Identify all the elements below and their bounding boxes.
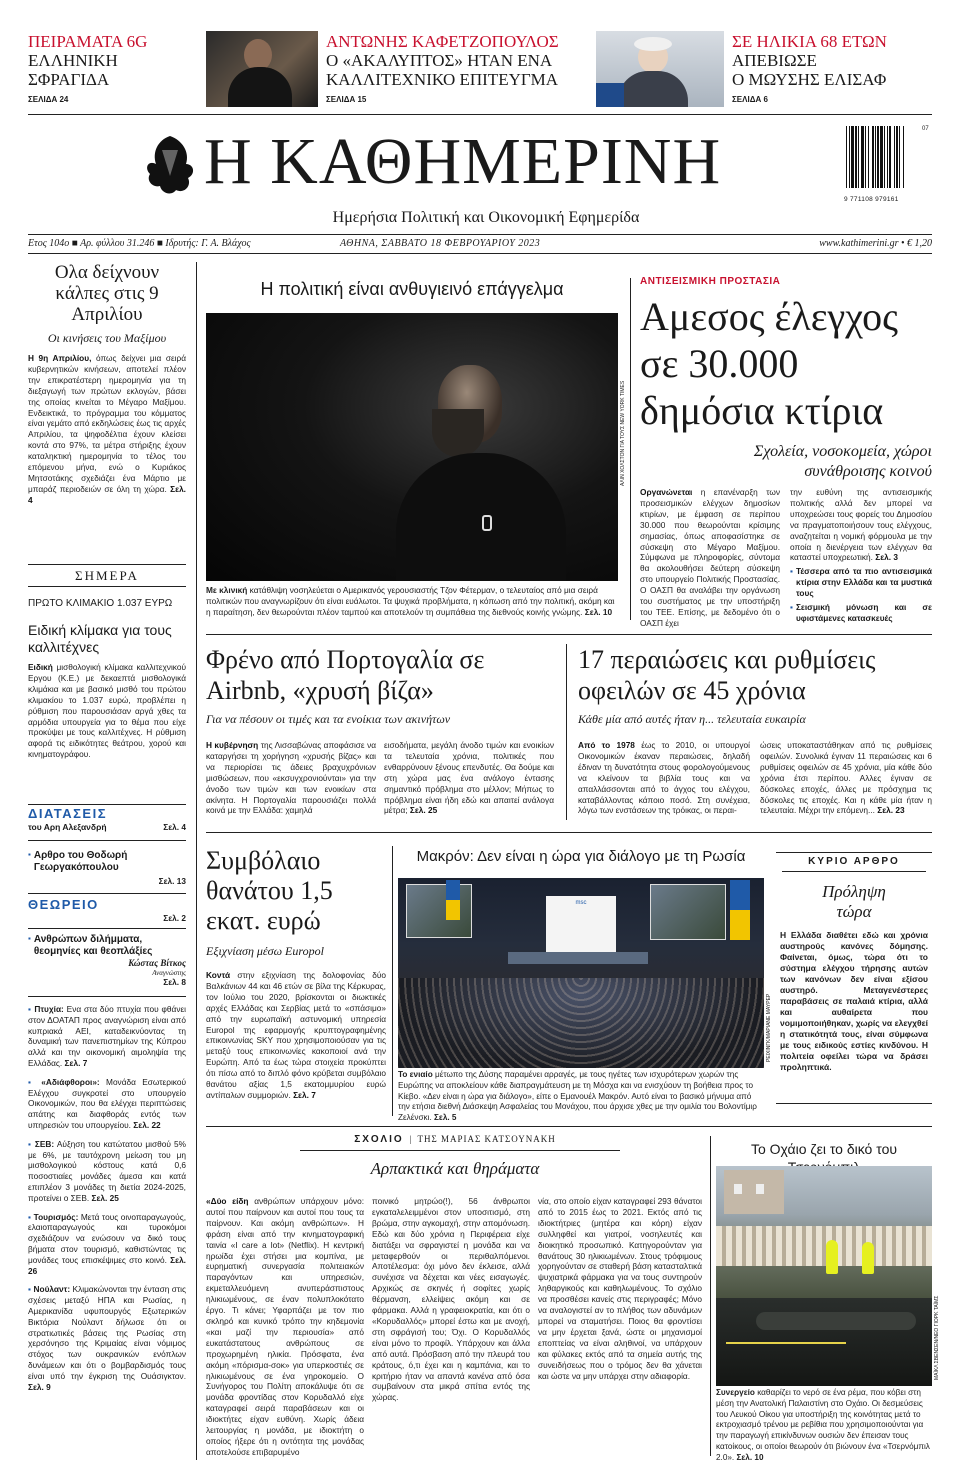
- editorial-box[interactable]: [776, 852, 932, 1104]
- page-ref: Σελ. 7: [64, 1057, 88, 1068]
- page-ref: Σελ. 25: [91, 1192, 119, 1203]
- masthead-logo-icon: [140, 130, 200, 200]
- teaser-page: ΣΕΛΙΔΑ 24: [28, 95, 69, 104]
- teaser-kicker: ΠΕΙΡΑΜΑΤΑ 6G: [28, 32, 148, 51]
- brief-kicker: ΣΕΒ:: [34, 1138, 55, 1149]
- ohio-photo: [716, 1166, 932, 1386]
- comment-text: νία, στο οποίο είχαν καταγραφεί 293 θάνατοι από το 2015 έως το 2021. Εκτός από τις ιδιοκτήτριες (μητέρα και κόρη) είχαν συλληφθεί και γιατροί, νοσηλευτές και διοικητικό προσωπικό. Κατηγορούνταν για θανάτους 30 ηλικιωμένων. Στους τρόφιμους χορηγούνταν σε σταθερή βάση κατασταλτικά ψυχιατρικά φάρμακα για να τους συντηρούν ληθαργικούς και καθηλωμένους. Το σχόλιο να προσθέσει κανείς στις περιγραφές; Μόνο να αναλογιστεί αν το πλήθος των αδυνάμων μπορεί να σταματήσει. Ποιος θα φροντίσει να μην έρχεται ξανά, ώστε οι μηχανισμοί εποπτείας να είναι αληθινοί, να υπάρχουν και φύλακες εκτός από τα σημεία αυτής της συνειδήσεως που ο τρόμος δεν θα χάνεται και ώστε να μην υπάρχει στην αδιαφορία.: [538, 1196, 702, 1381]
- brief-item[interactable]: [28, 1212, 186, 1277]
- photo-story-headline[interactable]: Η πολιτική είναι ανθυγιεινό επάγγελμα: [260, 279, 564, 299]
- lead-left-sub: Οι κινήσεις του Μαξίμου: [47, 331, 167, 345]
- lead-text: η επανέναρξη των προσεισμικών ελέγχων δημοσίων κτιρίων, με έμφαση σε περίπου 30.000 που θεωρούνται κρίσιμης σημασίας, όπως αποφασίστηκε σε σύσκεψη στο Μέγαρο Μαξίμου. Σύμφωνα με πληροφορίες, σύντομα θα ακολουθήσει δεύτερη σύσκεψη στο υπουργείο Πολιτικής Προστασίας. Ο ΟΑΣΠ θα αναλάβει την οργάνωση του συστήματος με την υποστήριξη του ΤΕΕ. Επίσης, με δεδομένο ότι ο ΟΑΣΠ έχει: [640, 487, 780, 628]
- comment-title[interactable]: Αρπακτικά και θηράματα: [370, 1159, 540, 1178]
- brief-kicker: Νούλαντ:: [33, 1284, 71, 1295]
- settlements-sub: Κάθε μία από αυτές ήταν η... τελευταία ευκαιρία: [578, 712, 806, 726]
- comment-text: ανθρώπων υπάρχουν μόνο: αυτοί που παίρνουν και αυτοί που τους τα παίρνουν. Και ακόμη ανθρώπων». Η φράση είναι από την κινηματογραφική ταινία «I care a lot» (Netflix). Η κεντρική ηρωίδα έχει στήσει μια κομπίνα, με ευρηματική συνεργασία πολιτειακών παραγόντων και υπηρεσιών, εκμεταλλευόμενη ανυπεράσπιστους ηλικιωμένους, σε έναν πολυπλοκότατο έργο. Τι κάνει; Υφαρπάζει με τον πιο σκληρό και κυνικό τρόπο την κηδεμονία «και μαζί την περιουσία» από ευκατάστατους ανθρώπους σε προχωρημένη ηλικία. Πρόσφατα, ένα ακόμη «πόρισμα-σοκ» για υπερκοστιές σε ηλικιωμένους σε ένα γηροκομείο. Ο Συνήγορος του Πολίτη αποκάλυψε ότι σε μονάδα φροντίδας στον Κορυδαλλό είχε καταγραφεί σειρά παραβάσεων και οι ιδιοκτήτες είχαν ευθύνη. Χωρίς άδεια λειτουργίας η μονάδα, με ιδιοκτήτη ο οποίος ήξερε ότι η οντότητα της μονάδας αποτελούσε επιβαρυμένο: [206, 1196, 364, 1457]
- divider: [28, 234, 932, 235]
- diataxeis-heading: ΔΙΑΤΑΣΕΙΣ: [28, 806, 108, 821]
- divider: [710, 1136, 711, 1456]
- triangle-icon: ▪: [28, 1138, 35, 1149]
- brief-kicker: Πτυχία:: [34, 1004, 64, 1014]
- teaser-elisaf[interactable]: [732, 32, 932, 110]
- issue-info: Ετος 104ο ■ Αρ. φύλλου 31.246 ■ Ιδρυτής: Γ. Α. Βλάχος: [28, 238, 251, 249]
- brief-item[interactable]: [28, 1077, 186, 1131]
- teaser-kicker: ΑΝΤΩΝΗΣ ΚΑΦΕΤΖΟΠΟΥΛΟΣ: [326, 32, 559, 51]
- portugal-sub: Για να πέσουν οι τιμές και τα ενοίκια των ακινήτων: [206, 712, 451, 726]
- portugal-text: της Λισσαβώνας αποφάσισε να καταργήσει τη χορήγηση «χρυσής βίζας» και να περιορίσει τις άδειες βραχυχρόνιων μισθώσεων, που «εκσυγχρονιούνται» για την άνοδο των τιμών και των ενοικίων στα ακίνητα. Η Πορτογαλία παρουσιάζει πολλά κοινά με την Ελλάδα: χαμηλά: [206, 740, 377, 816]
- page-ref: Σελ. 4: [163, 822, 186, 832]
- comment-label: ΣΧΟΛΙΟ: [354, 1134, 404, 1145]
- teaser-line: ΣΦΡΑΓΙΔΑ: [28, 70, 110, 89]
- issue-date: ΑΘΗΝΑ, ΣΑΒΒΑΤΟ 18 ΦΕΒΡΟΥΑΡΙΟΥ 2023: [340, 238, 541, 249]
- triangle-icon: ▪: [790, 566, 793, 577]
- divider: [206, 1126, 932, 1127]
- caption-text: κατάθλιψη νοσηλεύεται ο Αμερικανός γερουσιαστής Τζον Φέτερμαν, ο τελευταίος από μια σειρά πολιτικών που αναγνωρίζουν ότι είναι ευάλωτοι. Τα ψυχικά προβλήματα, η κόπωση από την πολιτική, ακόμη και η παραίτηση, δεν θεωρούνται πλέον ταμπού και αποτελούν τη συμπάθεια της διεθνούς κοινής γνώμης.: [206, 585, 615, 617]
- today-bold: Ειδική: [28, 662, 53, 672]
- divider: [28, 928, 186, 929]
- ohio-title[interactable]: Το Οχάιο ζει το δικό του: [750, 1141, 898, 1157]
- settlements-story[interactable]: [578, 644, 932, 726]
- page-ref: Σελ. 4: [28, 483, 186, 505]
- comment-bold: «Δύο είδη: [206, 1196, 249, 1206]
- divider: [392, 846, 393, 1116]
- contract-title: Συμβόλαιο θανάτου 1,5 εκατ. ευρώ: [206, 846, 333, 935]
- brief-text: Μετά τους οινοπαραγωγούς, ελαιοπαραγωγούς και τυροκόμοι σχεδιάζουν να ενώσουν να δικό τους βήματα στον τουρισμό, καθιστώντας τις μονάδες τους επισκέψιμες στο κοινό.: [28, 1211, 186, 1265]
- settlements-text: έως το 2010, οι υπουργοί Οικονομικών έκαναν περαιώσεις, δηλαδή έδιναν τη δυνατότητα στους φορολογούμενους να κλείνουν τα βιβλία τους και να απαλλάσσονται από το άγχος του ελέγχου, καταβάλλοντας κάποιο ποσό. Στη συνέχεια, λόγω των ενστάσεων της τρόικας, οι περαι-: [578, 740, 750, 816]
- left-column: [28, 262, 186, 506]
- masthead-subtitle: Ημερήσια Πολιτική και Οικονομική Εφημερίδα: [332, 209, 640, 226]
- teaser-6g[interactable]: [28, 32, 198, 110]
- portugal-col1: [206, 740, 376, 816]
- comment-header: [206, 1128, 704, 1150]
- lead-sub: Σχολεία, νοσοκομεία, χώροι συνάθροισης κοινού: [753, 443, 932, 480]
- page-ref: Σελ. 23: [877, 805, 905, 816]
- divider: [28, 564, 186, 565]
- teaser-kicker: ΣΕ ΗΛΙΚΙΑ 68 ΕΤΩΝ: [732, 32, 887, 51]
- contract-bold: Κοντά: [206, 970, 231, 980]
- today-kicker: ΠΡΩΤΟ ΚΛΙΜΑΚΙΟ 1.037 ΕΥΡΩ: [28, 598, 173, 609]
- page-ref: Σελ. 13: [158, 876, 186, 886]
- brief-text: Κλιμακώνονται την ένταση στις σχέσεις μεταξύ ΗΠΑ και Ρωσίας, η Αμερικανίδα υφυπουργός Εξωτερικών Βικτόρια Νούλαντ δήλωσε ότι οι στρατιωτικές βάσεις της Ρωσίας στη χερσόνησο της Κριμαίας είναι νόμιμος στόχος των ουκρανικών ενόπλων δυνάμεων και ότι ο βομβαρδισμός τους είναι υπό την έγκριση της Ουάσιγκτον.: [28, 1284, 187, 1381]
- brief-text: Μονάδα Εσωτερικού Ελέγχου συγκροτεί στο υπουργείο Οικονομικών, που θα ελέγχει περιπτώσεις απάτης και διαφθοράς εντός των υπηρεσιών του υπουργείου.: [28, 1076, 186, 1130]
- lead-body-col1: [640, 487, 780, 629]
- page-ref: Σελ. 3: [875, 552, 898, 563]
- today-block: [28, 598, 186, 760]
- people-title: Ανθρώπων διλήμματα, θεομηνίες και θεοπλάξίες: [33, 934, 153, 957]
- diataxeis-by: του Αρη Αλεξανδρή: [28, 822, 107, 832]
- diataxeis-block[interactable]: [28, 806, 186, 832]
- teaser-line: ΕΛΛΗΝΙΚΗ: [28, 51, 118, 70]
- lead-bullet[interactable]: [790, 602, 932, 624]
- portugal-col2: [384, 740, 554, 816]
- page-ref: Σελ. 5: [434, 1113, 457, 1123]
- photo-credit: ΜΑΪΚΛ ΣΒΕΝΣΕΝ/ΝΕΟ ΓΙΟΡΚ ΤΑΪΜΣ: [934, 1295, 940, 1380]
- divider: [28, 840, 186, 841]
- lead-text: την ευθύνη της αντισεισμικής πολιτικής αλλά δεν μπορεί να υποχρεώσει τους φορείς του Δημοσίου να πραγματοποιήσουν τους ελέγχους, αναζητείται η νομική φόρμουλα με την οποία η διενέργεια των ελέγχων θα καταστεί υποχρεωτική.: [790, 487, 932, 563]
- portugal-story[interactable]: [206, 644, 560, 726]
- article-by: Αρθρο του Θοδωρή Γεωργακόπουλου: [33, 850, 128, 873]
- article-block[interactable]: [28, 850, 186, 886]
- separator-icon: |: [409, 1134, 412, 1144]
- comment-col1: [206, 1196, 364, 1458]
- settlements-bold: Από το 1978: [578, 740, 635, 750]
- portugal-text: εισοδήματα, μεγάλη άνοδο τιμών και ενοικίων τα τελευταία χρόνια, πολιτικές που ενθαρρύνουν ξένους επενδυτές. Θα δούμε και στη χώρα μας ένα ανάλογο έντασης σημαντικό πρόβλημα στο μέλλον; Μήπως το πρόβλημα είναι ήδη εδώ και απαιτεί ανάλογα μέτρα;: [384, 740, 554, 816]
- caption-bold: Συνεργείο: [716, 1388, 755, 1397]
- teaser-line: ΑΠΕΒΙΩΣΕ: [732, 51, 817, 70]
- photo-credit: ΡΕΙΧΙΝΓΚ/ΜΑΡΙΑΝΕ ΜΑΥΡΕΡ: [766, 993, 772, 1062]
- triangle-icon: ▪: [28, 1076, 42, 1087]
- barcode-number: 9 771108 979161: [844, 196, 899, 203]
- brief-kicker: «Αδιάφθοροι»:: [41, 1076, 100, 1087]
- contract-story[interactable]: [206, 846, 386, 1101]
- theoreio-block[interactable]: [28, 897, 186, 923]
- contract-text: στην εξιχνίαση της δολοφονίας δύο Βαλκάνιων 44 και 46 ετών σε βίλα της Κέρκυρας, τον Ιούλιο του 2020, βρίσκονται οι διωκτικές αρχές Ελλάδας και Σερβίας μετά το «σπάσιμο» από την ευρωπαϊκή αστυνομική υπηρεσία Europol της εφαρμογής κρυπτογραφημένης επικοινωνίας SKY που χρησιμοποιούσαν για τις μεταξύ τους επικοινωνίες κακοποιοί ανά την Ευρώπη. Από τα έως τώρα στοιχεία προκύπτει ότι πίσω από το διπλό φόνο κρύβεται συμβόλαιο θανάτου αξίας 1,5 εκατομμυρίου ευρώ αντίπαλων συμμοριών.: [206, 970, 386, 1100]
- divider: [28, 893, 186, 894]
- divider: [28, 996, 186, 997]
- munich-conference-photo: [398, 878, 764, 1068]
- caption-text: μέτωπο της Δύσης παραμένει αρραγές, με τους ηγέτες των ισχυρότερων χωρών της Ευρώπης να αποκλείουν κάθε διαπραγμάτευση με τη Μόσχα και να ενισχύουν τη βοήθεια προς το Κίεβο. «Δεν είναι η ώρα για διάλογο», είπε ο Εμανουέλ Μακρόν. Αυτό είναι το βασικό μήνυμα από την ετήσια διεθνή Διάσκεψη Ασφαλείας του Μονάχου, που άρχισε χθες με την ομιλία του Βολοντίμιρ Ζελένσκι.: [398, 1070, 757, 1123]
- lead-body-col2: [790, 487, 932, 623]
- settlements-title: 17 περαιώσεις και ρυθμίσεις οφειλών σε 45 χρόνια: [578, 645, 876, 705]
- people-role: Αναγνώστης: [152, 969, 186, 977]
- caption-bold: Το ενιαίο: [398, 1070, 433, 1079]
- brief-kicker: Τουρισμός:: [33, 1211, 79, 1222]
- divider: [28, 804, 186, 805]
- page-ref: Σελ. 8: [163, 977, 186, 987]
- settlements-col1: [578, 740, 750, 816]
- triangle-icon: ▪: [28, 1211, 34, 1222]
- theoreio-heading: ΘΕΩΡΕΙΟ: [28, 897, 99, 912]
- page-ref: Σελ. 25: [409, 805, 438, 816]
- lead-bullet[interactable]: [790, 566, 932, 598]
- divider: [206, 832, 932, 833]
- divider: [300, 1150, 620, 1151]
- comment-text: ποινικό μητρώο(!), 56 άνθρωποι εγκαταλελειμμένοι στον υποσιτισμό, στη βρώμα, στην αγκομαχή, στην απομόνωση. Εδώ και δύο χρόνια η Περιφέρεια είχε διατάξει να σφραγιστεί η μονάδα και να μεταφερθούν οι περιθαλπόμενοι. Αποτέλεσμα: όχι μόνο δεν έκλεισε, αλλά συνέχισε να δέχεται και νέες εισαγωγές. Αρχικώς σε σκηνές ή σοφίτες χωρίς θέρμανση, ελλείψεις ακόμη και σε φάρμακα. Αλλά η γραφειοκρατία, και ότι ο «Κορυδαλλός» μπορεί έστω και με ανοχή, στη σφράγισή του; Όχι. Ο Κορυδαλλός είναι μόνο το προφίλ. Υπάρχουν και άλλα από αυτά. Πρόσβαση από την πλευρά του κράτους, ό,τι έχει και η καμπάνια, και το κριτήριο ήταν να απαντά κανένα από όσα συμβαίνουν στα μικρά σπίτια εντός της χώρας.: [372, 1196, 530, 1403]
- photo-credit: ΑΛΙΝ ΧΟΛΣΤΟΝ ΓΙΑ ΤΟΥΣ NEW YORK TIMES: [620, 380, 626, 486]
- today-body: [28, 662, 186, 760]
- bullet-text: Τέσσερα από τα πιο αντισεισμικά κτίρια στην Ελλάδα και τα μυστικά τους: [795, 566, 932, 598]
- lead-story[interactable]: [640, 276, 932, 482]
- page-ref: Σελ. 22: [133, 1119, 161, 1130]
- editorial-title: Πρόληψη τώρα: [822, 882, 886, 921]
- macron-caption: [398, 1070, 764, 1124]
- barcode-code: 07: [922, 126, 929, 132]
- people-block[interactable]: [28, 934, 186, 987]
- contract-sub: Εξιχνίαση μέσω Europol: [206, 944, 324, 958]
- teaser-page: ΣΕΛΙΔΑ 15: [326, 95, 367, 104]
- settlements-col2: [760, 740, 932, 816]
- portugal-bold: Η κυβέρνηση: [206, 740, 259, 750]
- divider: [28, 253, 932, 254]
- price: www.kathimerini.gr • € 1,20: [819, 238, 932, 249]
- lead-left-body: [28, 353, 186, 506]
- ohio-caption: [716, 1388, 932, 1464]
- teaser-line: Ο ΜΩΥΣΗΣ ΕΛΙΣΑΦ: [732, 70, 887, 89]
- photo-caption: [206, 585, 618, 618]
- teaser-photo-kafetzopoulos: [206, 31, 318, 107]
- brief-text: Αύξηση του κατώτατου μισθού 5% με 6%, με ταυτόχρονη μείωση του μη μισθολογικού κόστους κατά 0,6 ποσοστιαίες μονάδες άμεσα και κατά επιπλέον 3 μονάδες τη διετία 2024-2025, προτείνει ο ΣΕΒ.: [28, 1138, 186, 1203]
- today-text: μισθολογική κλίμακα καλλιτεχνικού Εργου (Κ.Ε.) με δεκαεπτά μισθολογικά κλιμάκια και με βασικό μισθό του πρώτου κλιμακίου το 1.037 ευρώ, προβλέπει η ρύθμιση που παρουσιάσαν αργά χθες τα αρμόδια υπουργεία για το θέμα που είχε προκύψει με τους καλλιτέχνες. Η ρύθμιση αφορά τις ειδικότητες θεάτρου, χορού και κινηματογράφου.: [28, 662, 186, 760]
- divider: [196, 262, 197, 1460]
- brief-text: Ενα στα δύο πτυχία που φθάνει στον ΔΟΑΤΑΠ προς αναγνώριση είναι από κυπριακά ΑΕΙ, καταδεικνύοντας τη δυναμική των πανεπιστημίων της Κύπρου αλλά και την οικονομική αιμοληψία της Ελλάδας.: [28, 1004, 187, 1068]
- teaser-kafetzopoulos[interactable]: [326, 32, 562, 110]
- page-ref: Σελ. 10: [736, 1452, 764, 1462]
- lead-bold: Οργανώνεται: [640, 487, 693, 497]
- fetterman-photo: [206, 313, 618, 581]
- page-ref: Σελ. 2: [163, 913, 186, 923]
- triangle-icon: ▪: [28, 1284, 34, 1295]
- today-heading: ΣΗΜΕΡΑ: [75, 568, 139, 583]
- divider: [28, 586, 186, 587]
- comment-col2: [372, 1196, 530, 1403]
- settlements-text: ώσεις υποκαταστάθηκαν από τις ρυθμίσεις οφειλών. Συνολικά έγιναν 11 περαιώσεις και 6 ρυθμίσεις οφειλών σε 45 χρόνια, μία κάθε δύο χρόνια έτσι περίπου. Αλλες έγιναν σε δύσκολες εποχές, άλλες με πρόσχημα τις δύσκολες τις εποχές. Και η κάθε μία ήταν η τελευταία. Μέχρι την επόμενη...: [760, 740, 932, 816]
- triangle-icon: ▪: [28, 934, 31, 943]
- lead-kicker: ΑΝΤΙΣΕΙΣΜΙΚΗ ΠΡΟΣΤΑΣΙΑ: [640, 276, 781, 287]
- teaser-photo-elisaf: [596, 31, 724, 107]
- bullet-text: Σεισμική μόνωση και σε υφιστάμενες κατασκευές: [795, 601, 932, 623]
- lead-left-title[interactable]: Ολα δείχνουν κάλπες στις 9 Απριλίου: [54, 262, 160, 325]
- comment-author: ΤΗΣ ΜΑΡΙΑΣ ΚΑΤΣΟΥΝΑΚΗ: [417, 1134, 556, 1144]
- triangle-icon: ▪: [28, 850, 31, 859]
- barcode: [844, 126, 930, 206]
- triangle-icon: ▪: [28, 1004, 35, 1014]
- divider: [28, 114, 932, 115]
- lead-title: Αμεσος έλεγχος σε 30.000 δημόσια κτίρια: [640, 294, 898, 433]
- masthead-title: Η ΚΑΘΗΜΕΡΙΝΗ: [204, 125, 722, 198]
- lead-left-kicker: Η 9η Απριλίου,: [28, 353, 92, 363]
- contract-body: [206, 970, 386, 1101]
- lead-left-text: όπως δείχνει μια σειρά κυβερνητικών κινήσεων, αποτελεί πλέον την επικρατέστερη ημερομηνία για τη διεξαγωγή των πρώτων εκλογών, βάσει της οποίας κινείται το Μέγαρο Μαξίμου. Ενδεικτικά, το πρόγραμμα του κόμματος είναι γεμάτο από εκδηλώσεις έως τις αρχές Απριλίου, τα ψηφοδέλτια έχουν κλείσει κοντά στο 97%, τα μέτρα στήριξης έχουν καταληκτική ημερομηνία το τέλος του επόμενου μήνα, ενώ ο Κυριάκος Μητσοτάκης σχεδιάζει ένα Μάρτιο με μπαράζ περιοδειών σε όλη τη χώρα.: [28, 353, 186, 494]
- people-by: Κώστας Βίτκος: [128, 958, 186, 968]
- page-ref: Σελ. 10: [584, 607, 613, 617]
- divider: [206, 634, 932, 635]
- today-title[interactable]: Ειδική κλίμακα για τους καλλιτέχνες: [28, 622, 172, 655]
- divider: [630, 278, 631, 620]
- brief-item[interactable]: [28, 1284, 186, 1392]
- macron-title[interactable]: Μακρόν: Δεν είναι η ώρα για διάλογο με τη Ρωσία: [416, 848, 746, 865]
- divider: [566, 644, 567, 820]
- comment-col3: [538, 1196, 702, 1381]
- page-ref: Σελ. 7: [293, 1089, 316, 1100]
- brief-item[interactable]: [28, 1139, 186, 1204]
- caption-bold: Με κλινική: [206, 585, 248, 595]
- portugal-title: Φρένο από Πορτογαλία σε Airbnb, «χρυσή βίζα»: [206, 645, 485, 705]
- teaser-page: ΣΕΛΙΔΑ 6: [732, 95, 768, 104]
- msc-screen-logo: msc: [575, 900, 587, 906]
- page-ref: Σελ. 26: [28, 1254, 186, 1276]
- teaser-line: ΚΑΛΛΙΤΕΧΝΙΚΟ ΕΠΙΤΕΥΓΜΑ: [326, 70, 559, 89]
- triangle-icon: ▪: [790, 601, 793, 612]
- editorial-text: Η Ελλάδα διαθέτει εδώ και χρόνια αυστηρούς κανόνες δόμησης. Φαίνεται, όμως, τώρα ότι το σύστημα ελέγχου τήρησης αυτών των κανόνων δεν είναι εξίσου αυστηρό. Μεταγενέστερες παραβάσεις σε παλαιά κτίρια, αλλά και αυθαίρετα που νομιμοποιήθηκαν, χωρίς να ελεγχθεί η στατικότητά τους, είναι σύμφωνα με τους ειδικούς εστίες κινδύνου. Η πολιτεία οφείλει τώρα να δράσει προληπτικά.: [780, 930, 928, 1072]
- editorial-head: ΚΥΡΙΟ ΑΡΘΡΟ: [782, 853, 926, 872]
- page-ref: Σελ. 9: [28, 1381, 51, 1392]
- brief-item[interactable]: [28, 1004, 186, 1069]
- caption-text: καθαρίζει το νερό σε ένα ρέμα, που κόβει στη μέση την Ανατολική Παλαιστίνη στο Οχάιο. Οι δεσμεύσεις του Λευκού Οίκου για υποστήριξη της κοινότητας μετά το εκτροχιασμό τρένου με ρεβίθια που χρησιμοποιούνται για την παραγωγή επικίνδυνων ουσιών δεν έπεισαν τους κατοίκους, οι οποίοι θεωρούν ότι βιώνουν ένα «Τσερνόμπιλ 2.0».: [716, 1388, 930, 1462]
- briefs-list: [28, 1004, 186, 1400]
- teaser-line: Ο «ΑΚΑΛΥΠΤΟΣ» ΗΤΑΝ ΕΝΑ: [326, 51, 553, 70]
